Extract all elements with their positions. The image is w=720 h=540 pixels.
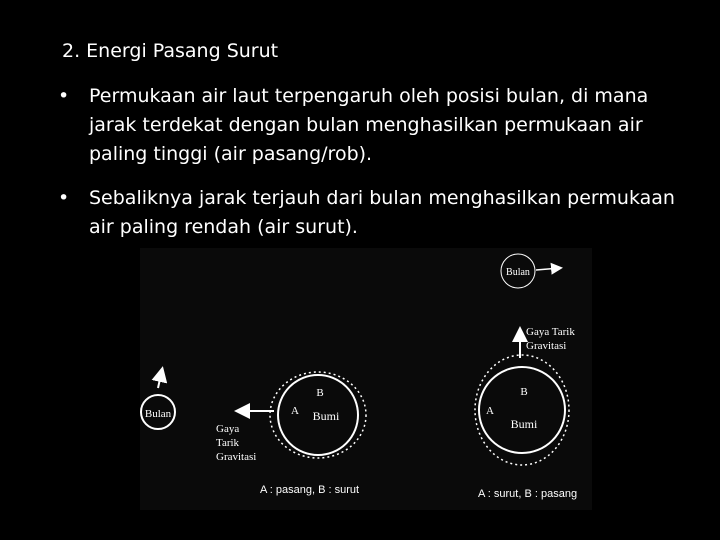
slide-heading: 2. Energi Pasang Surut: [62, 40, 279, 62]
bullet-dot: •: [58, 85, 70, 107]
left-earth-label: Bumi: [312, 409, 340, 423]
bullet-item: [58, 82, 678, 169]
right-force-line1: Gaya Tarik: [526, 326, 575, 338]
left-force-line1: Gaya: [216, 423, 240, 435]
bullet-dot: •: [58, 187, 70, 209]
right-moon-label: Bulan: [506, 267, 530, 278]
right-point-b: B: [520, 386, 528, 398]
tide-diagram: [140, 248, 592, 510]
left-point-b: B: [316, 387, 324, 399]
bullet-item: [58, 184, 678, 242]
right-force-line2: Gravitasi: [526, 340, 567, 352]
tide-diagram-svg: [140, 248, 592, 510]
left-force-line2: Tarik: [216, 437, 240, 449]
bullet-list: [58, 82, 678, 257]
left-moon-label: Bulan: [144, 408, 172, 420]
bullet-text: Permukaan air laut terpengaruh oleh posisi bulan, di mana jarak terdekat dengan bulan menghasilkan permukaan air paling tinggi (air pasang/rob).: [89, 85, 649, 165]
left-caption: A : pasang, B : surut: [260, 484, 360, 496]
right-earth-label: Bumi: [510, 417, 538, 431]
left-force-line3: Gravitasi: [216, 451, 257, 463]
right-point-a: A: [486, 405, 494, 417]
bullet-text: Sebaliknya jarak terjauh dari bulan menghasilkan permukaan air paling rendah (air surut).: [89, 187, 675, 238]
left-point-a: A: [291, 405, 299, 417]
right-caption: A : surut, B : pasang: [478, 488, 578, 500]
